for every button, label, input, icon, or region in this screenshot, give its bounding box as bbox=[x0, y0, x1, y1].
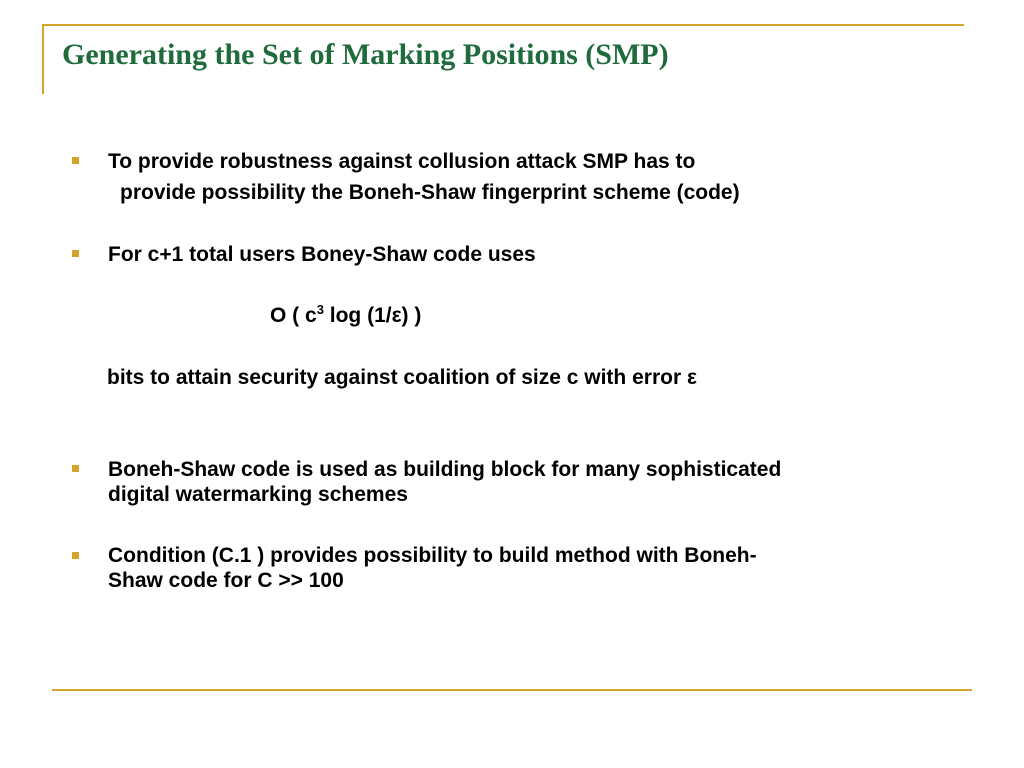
bottom-rule bbox=[52, 689, 972, 691]
bullet-3-line-2: digital watermarking schemes bbox=[108, 483, 408, 506]
bullet-2-line-1: For c+1 total users Boney-Shaw code uses bbox=[108, 243, 536, 266]
bullet-4-line-2: Shaw code for C >> 100 bbox=[108, 569, 344, 592]
formula-exponent: 3 bbox=[316, 302, 324, 317]
top-rule bbox=[42, 24, 964, 26]
bullet-1-line-1: To provide robustness against collusion attack SMP has to bbox=[108, 150, 696, 173]
security-note: bits to attain security against coalition of size c with error ε bbox=[107, 366, 697, 389]
complexity-formula bbox=[270, 303, 421, 328]
formula-prefix: O ( c bbox=[270, 304, 317, 327]
formula-suffix: log (1/ε) ) bbox=[323, 304, 422, 327]
bullet-marker-2 bbox=[72, 250, 79, 257]
left-rule bbox=[42, 24, 44, 94]
bullet-1-line-2: provide possibility the Boneh-Shaw fingerprint scheme (code) bbox=[120, 181, 740, 204]
bullet-marker-3 bbox=[72, 465, 79, 472]
bullet-4-line-1: Condition (C.1 ) provides possibility to build method with Boneh- bbox=[108, 544, 757, 567]
slide-title: Generating the Set of Marking Positions (SMP) bbox=[62, 38, 669, 71]
bullet-marker-1 bbox=[72, 157, 79, 164]
bullet-marker-4 bbox=[72, 552, 79, 559]
bullet-3-line-1: Boneh-Shaw code is used as building block for many sophisticated bbox=[108, 458, 782, 481]
